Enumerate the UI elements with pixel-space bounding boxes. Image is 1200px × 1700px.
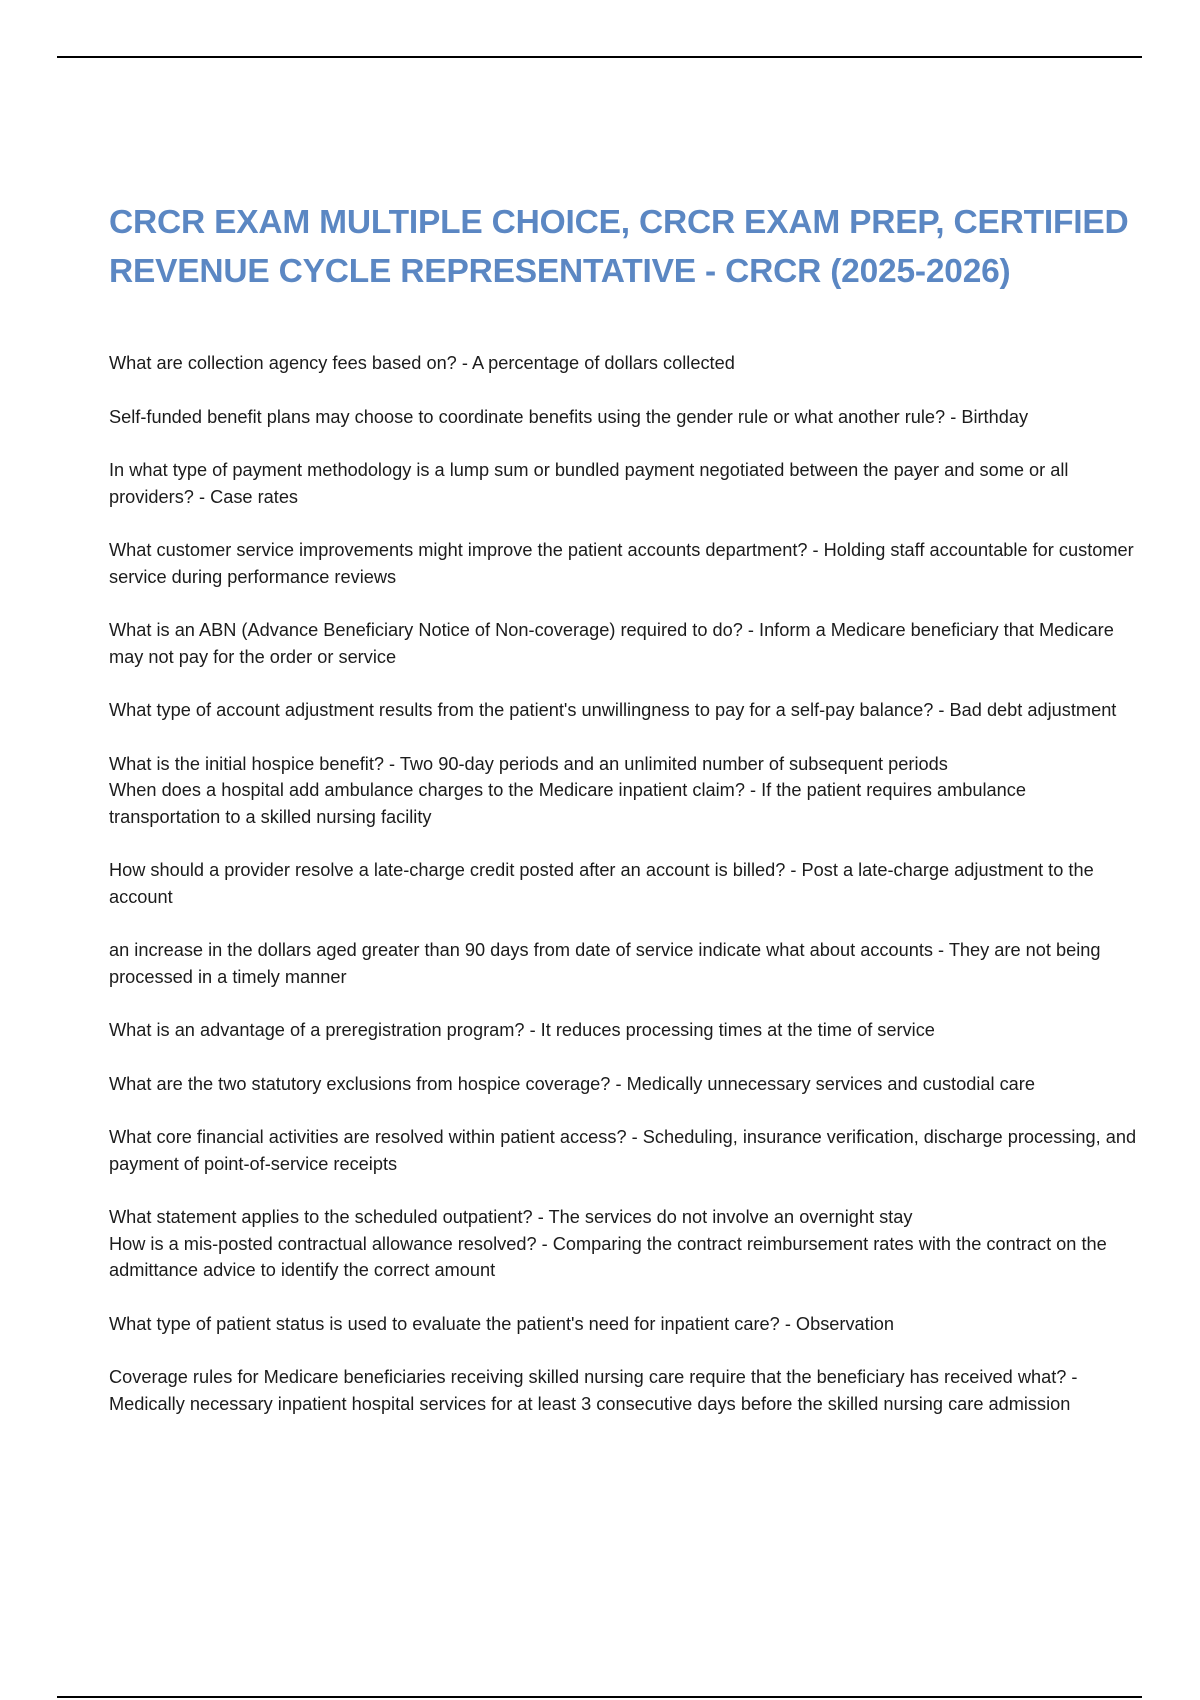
qa-item: What type of patient status is used to evaluate the patient's need for inpatient care? - Observation <box>109 1313 894 1334</box>
bottom-rule <box>57 1696 1142 1698</box>
qa-item: What are collection agency fees based on? - A percentage of dollars collected <box>109 353 735 373</box>
qa-item: What is an advantage of a preregistration program? - It reduces processing times at the time of service <box>109 1020 935 1040</box>
qa-item: What is the initial hospice benefit? - Two 90-day periods and an unlimited number of subsequent periods <box>109 753 948 774</box>
qa-group <box>109 457 1139 510</box>
document-title: CRCR EXAM MULTIPLE CHOICE, CRCR EXAM PREP, CERTIFIED REVENUE CYCLE REPRESENTATIVE - CRCR (2025-2026) <box>109 204 1129 290</box>
qa-item: What are the two statutory exclusions from hospice coverage? - Medically unnecessary services and custodial care <box>109 1073 1035 1094</box>
qa-group <box>109 751 1139 831</box>
qa-item: What is an ABN (Advance Beneficiary Notice of Non-coverage) required to do? - Inform a Medicare beneficiary that Medicare may not pay for the order or service <box>109 620 1114 667</box>
qa-item: What statement applies to the scheduled outpatient? - The services do not involve an overnight stay <box>109 1207 913 1227</box>
qa-group <box>109 1364 1139 1417</box>
qa-group <box>109 697 1139 724</box>
qa-item: How should a provider resolve a late-charge credit posted after an account is billed? - Post a late-charge adjustment to the account <box>109 860 1094 907</box>
qa-group <box>109 937 1139 990</box>
qa-group <box>109 537 1139 590</box>
qa-item: How is a mis-posted contractual allowance resolved? - Comparing the contract reimbursement rates with the contract on the admittance advice to identify the correct amount <box>109 1233 1107 1280</box>
qa-item: an increase in the dollars aged greater than 90 days from date of service indicate what about accounts - They are not being processed in a timely manner <box>109 940 1101 987</box>
qa-item: What type of account adjustment results from the patient's unwillingness to pay for a self-pay balance? - Bad debt adjustment <box>109 700 1117 720</box>
qa-group <box>109 1204 1139 1284</box>
qa-group <box>109 1311 1139 1338</box>
qa-group <box>109 1017 1139 1044</box>
qa-item: Coverage rules for Medicare beneficiaries receiving skilled nursing care require that the beneficiary has received what? - Medically necessary inpatient hospital services for at least 3 consecutive days before the skilled nursing care admission <box>109 1367 1078 1414</box>
qa-item: What customer service improvements might improve the patient accounts department? - Holding staff accountable for customer service during performance reviews <box>109 540 1134 587</box>
top-rule <box>57 56 1142 58</box>
qa-list <box>109 350 1139 1444</box>
qa-item: When does a hospital add ambulance charges to the Medicare inpatient claim? - If the patient requires ambulance transportation to a skilled nursing facility <box>109 780 1026 827</box>
qa-group <box>109 350 1139 377</box>
qa-group <box>109 1071 1139 1098</box>
qa-group <box>109 857 1139 910</box>
qa-group <box>109 404 1139 431</box>
qa-item: What core financial activities are resolved within patient access? - Scheduling, insurance verification, discharge processing, and payment of point-of-service receipts <box>109 1127 1137 1174</box>
qa-group <box>109 617 1139 670</box>
qa-item: In what type of payment methodology is a lump sum or bundled payment negotiated between the payer and some or all providers? - Case rates <box>109 460 1069 507</box>
qa-group <box>109 1124 1139 1177</box>
qa-item: Self-funded benefit plans may choose to coordinate benefits using the gender rule or what another rule? - Birthday <box>109 406 1029 427</box>
